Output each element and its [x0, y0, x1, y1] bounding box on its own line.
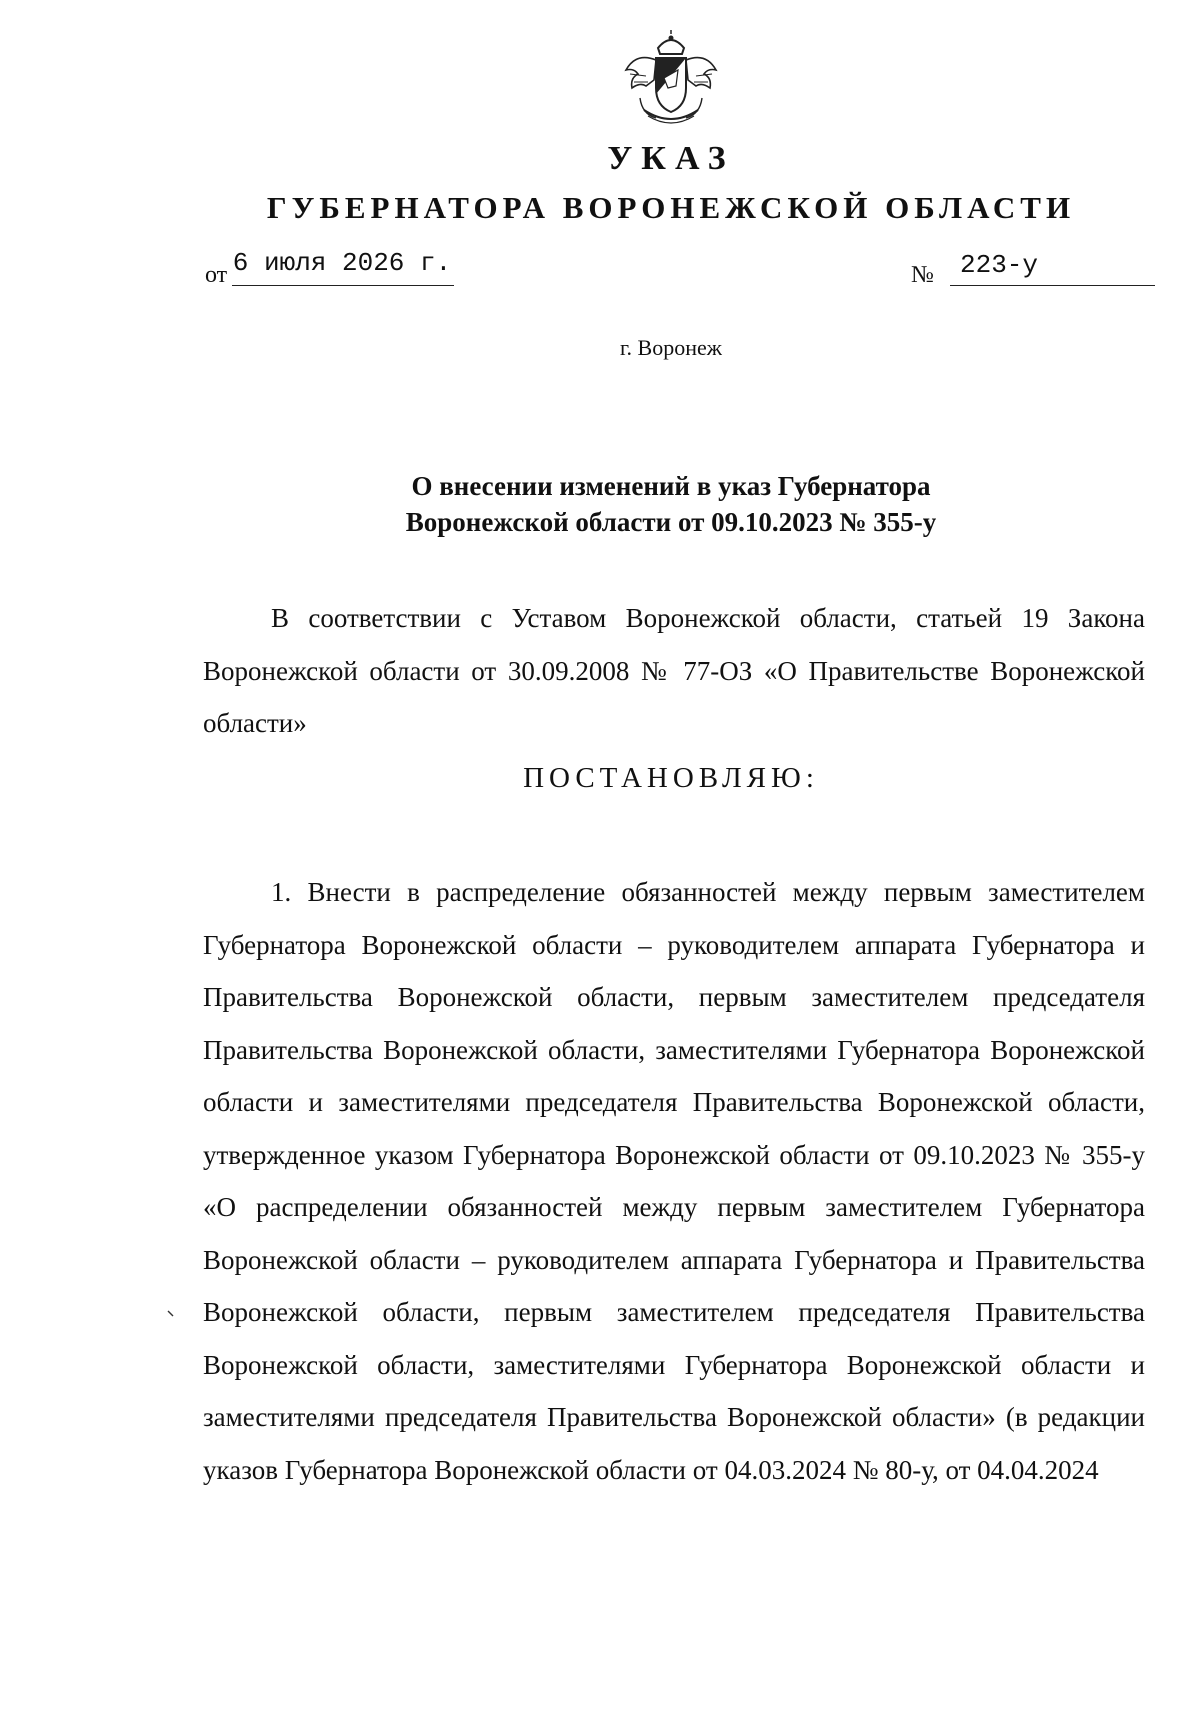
coat-of-arms-icon: [616, 30, 726, 130]
decree-word: ПОСТАНОВЛЯЮ:: [523, 762, 819, 794]
date-underline: [232, 285, 454, 286]
item-1-paragraph: 1. Внести в распределение обязанностей между первым заместителем Губернатора Воронежской области – руководителем аппарата Губернатора и Правительства Воронежской области, первым заместителем председателя Правительства Воронежской области, заместителями Губернатора Воронежской области и заместителями председателя Правительства Воронежской области, утвержденное указом Губернатора Воронежской области от 09.10.2023 № 355-у «О распределении обязанностей между первым заместителем Губернатора Воронежской области – руководителем аппарата Губернатора и Правительства Воронежской области, первым заместителем председателя Правительства Воронежской области, заместителями Губернатора Воронежской области и заместителями председателя Правительства Воронежской области» (в редакции указов Губернатора Воронежской области от 04.03.2024 № 80-у, от 04.04.2024: [203, 877, 1145, 1485]
subject-line-2: Воронежской области от 09.10.2023 № 355-у: [405, 507, 937, 537]
document-number: 223-у: [960, 250, 1039, 280]
number-underline: [950, 285, 1155, 286]
issuer-title: ГУБЕРНАТОРА ВОРОНЕЖСКОЙ ОБЛАСТИ: [266, 190, 1076, 225]
stray-mark-icon: [167, 1310, 175, 1318]
document-date: 6 июля 2026 г.: [232, 248, 452, 278]
document-subject: [340, 468, 1002, 540]
date-prefix: от: [205, 262, 228, 288]
number-prefix: №: [911, 262, 934, 288]
subject-line-1: О внесении изменений в указ Губернатора: [411, 471, 931, 501]
document-type-title: УКАЗ: [607, 140, 735, 177]
city-label: г. Воронеж: [620, 335, 722, 360]
preamble-paragraph: В соответствии с Уставом Воронежской области, статьей 19 Закона Воронежской области от 30.09.2008 № 77-ОЗ «О Правительстве Воронежской области»: [203, 603, 1145, 738]
